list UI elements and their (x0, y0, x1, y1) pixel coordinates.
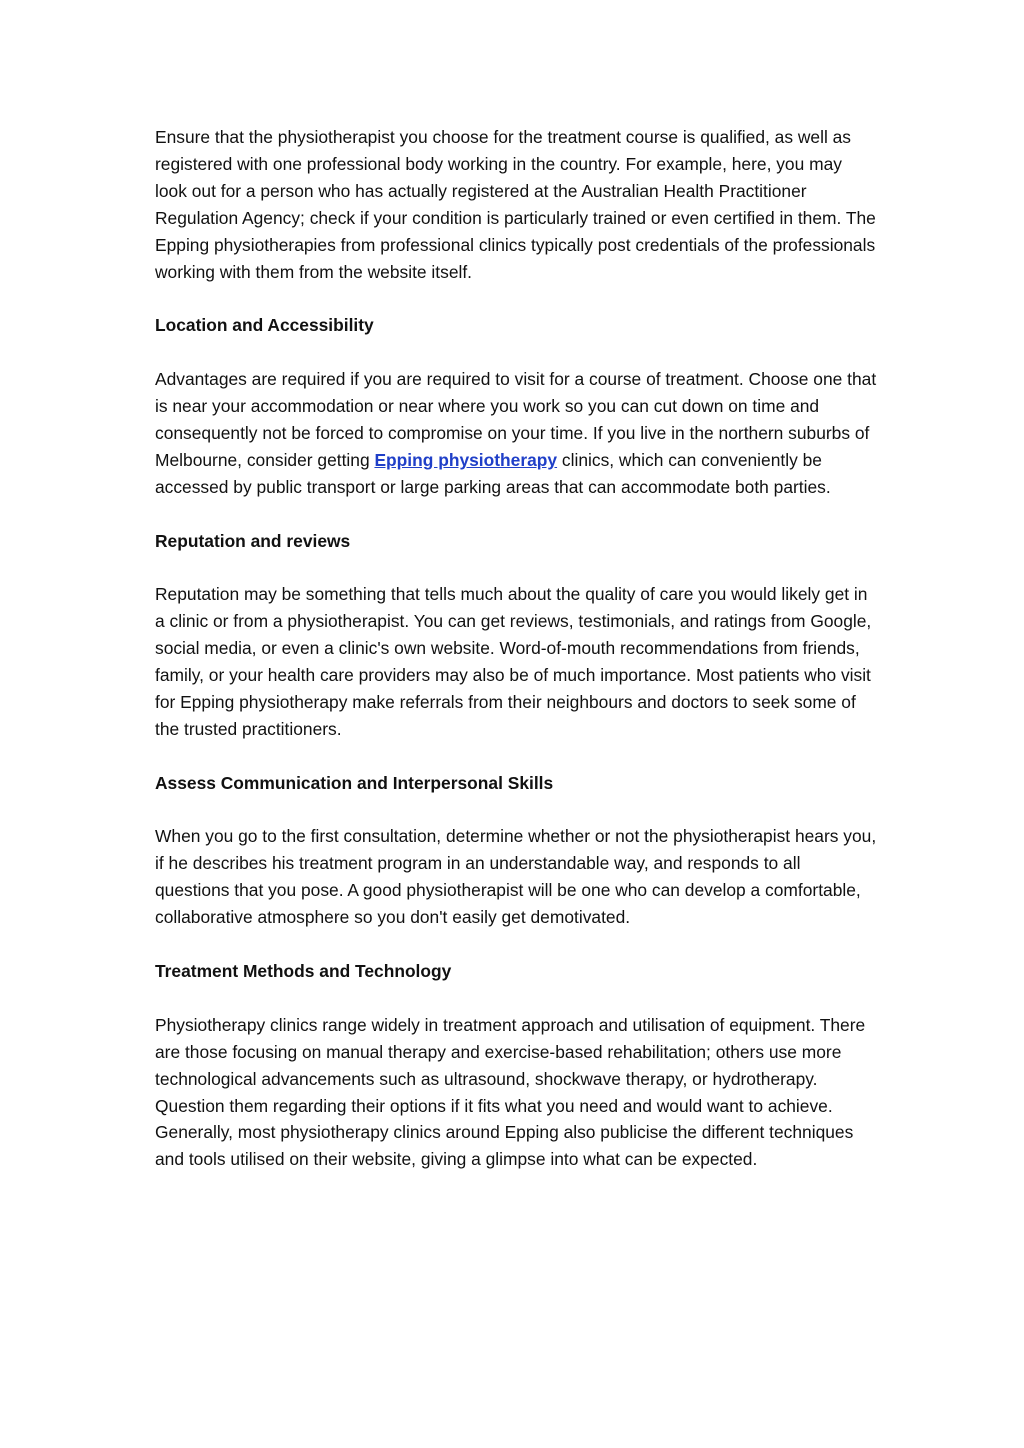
location-heading: Location and Accessibility (155, 315, 374, 336)
reputation-heading: Reputation and reviews (155, 530, 351, 551)
reputation-paragraph: Reputation may be something that tells much about the quality of care you would likely get in a clinic or from a physiotherapist. You can get reviews, testimonials, and ratings from Google, social media, or even a clinic's own website. Word-of-mouth recommendations from friends, family, or your health care providers may also be of much importance. Most patients who visit for Epping physiotherapy make referrals from their neighbours and doctors to seek some of the trusted practitioners. (155, 584, 872, 739)
communication-paragraph: When you go to the first consultation, determine whether or not the physiotherapist hears you, if he describes his treatment program in an understandable way, and responds to all questions that you pose. A good physiotherapist will be one who can develop a comfortable, collaborative atmosphere so you don't easily get demotivated. (155, 826, 877, 928)
location-text-after-link: clinics, which can conveniently be accessed by public transport or large parking areas that can accommodate both parties. (155, 449, 831, 497)
epping-physiotherapy-link[interactable]: Epping physiotherapy (374, 449, 558, 470)
communication-heading: Assess Communication and Interpersonal Skills (155, 772, 554, 793)
treatment-heading: Treatment Methods and Technology (155, 960, 452, 981)
location-paragraph (155, 366, 877, 501)
treatment-paragraph: Physiotherapy clinics range widely in treatment approach and utilisation of equipment. There are those focusing on manual therapy and exercise-based rehabilitation; others use more technological advancements such as ultrasound, shockwave therapy, or hydrotherapy. Question them regarding their options if it fits what you need and would want to achieve. Generally, most physiotherapy clinics around Epping also publicise the different techniques and tools utilised on their website, giving a glimpse into what can be expected. (155, 1014, 866, 1170)
intro-paragraph: Ensure that the physiotherapist you choose for the treatment course is qualified, as well as registered with one professional body working in the country. For example, here, you may look out for a person who has actually registered at the Australian Health Practitioner Regulation Agency; check if your condition is particularly trained or even certified in them. The Epping physiotherapies from professional clinics typically post credentials of the professionals working with them from the website itself. (155, 127, 876, 282)
document-page (155, 124, 877, 1200)
location-text-before-link: Advantages are required if you are required to visit for a course of treatment. Choose one that is near your accommodation or near where you work so you can cut down on time and consequently not be forced to compromise on your time. If you live in the northern suburbs of Melbourne, consider getting (155, 369, 877, 470)
